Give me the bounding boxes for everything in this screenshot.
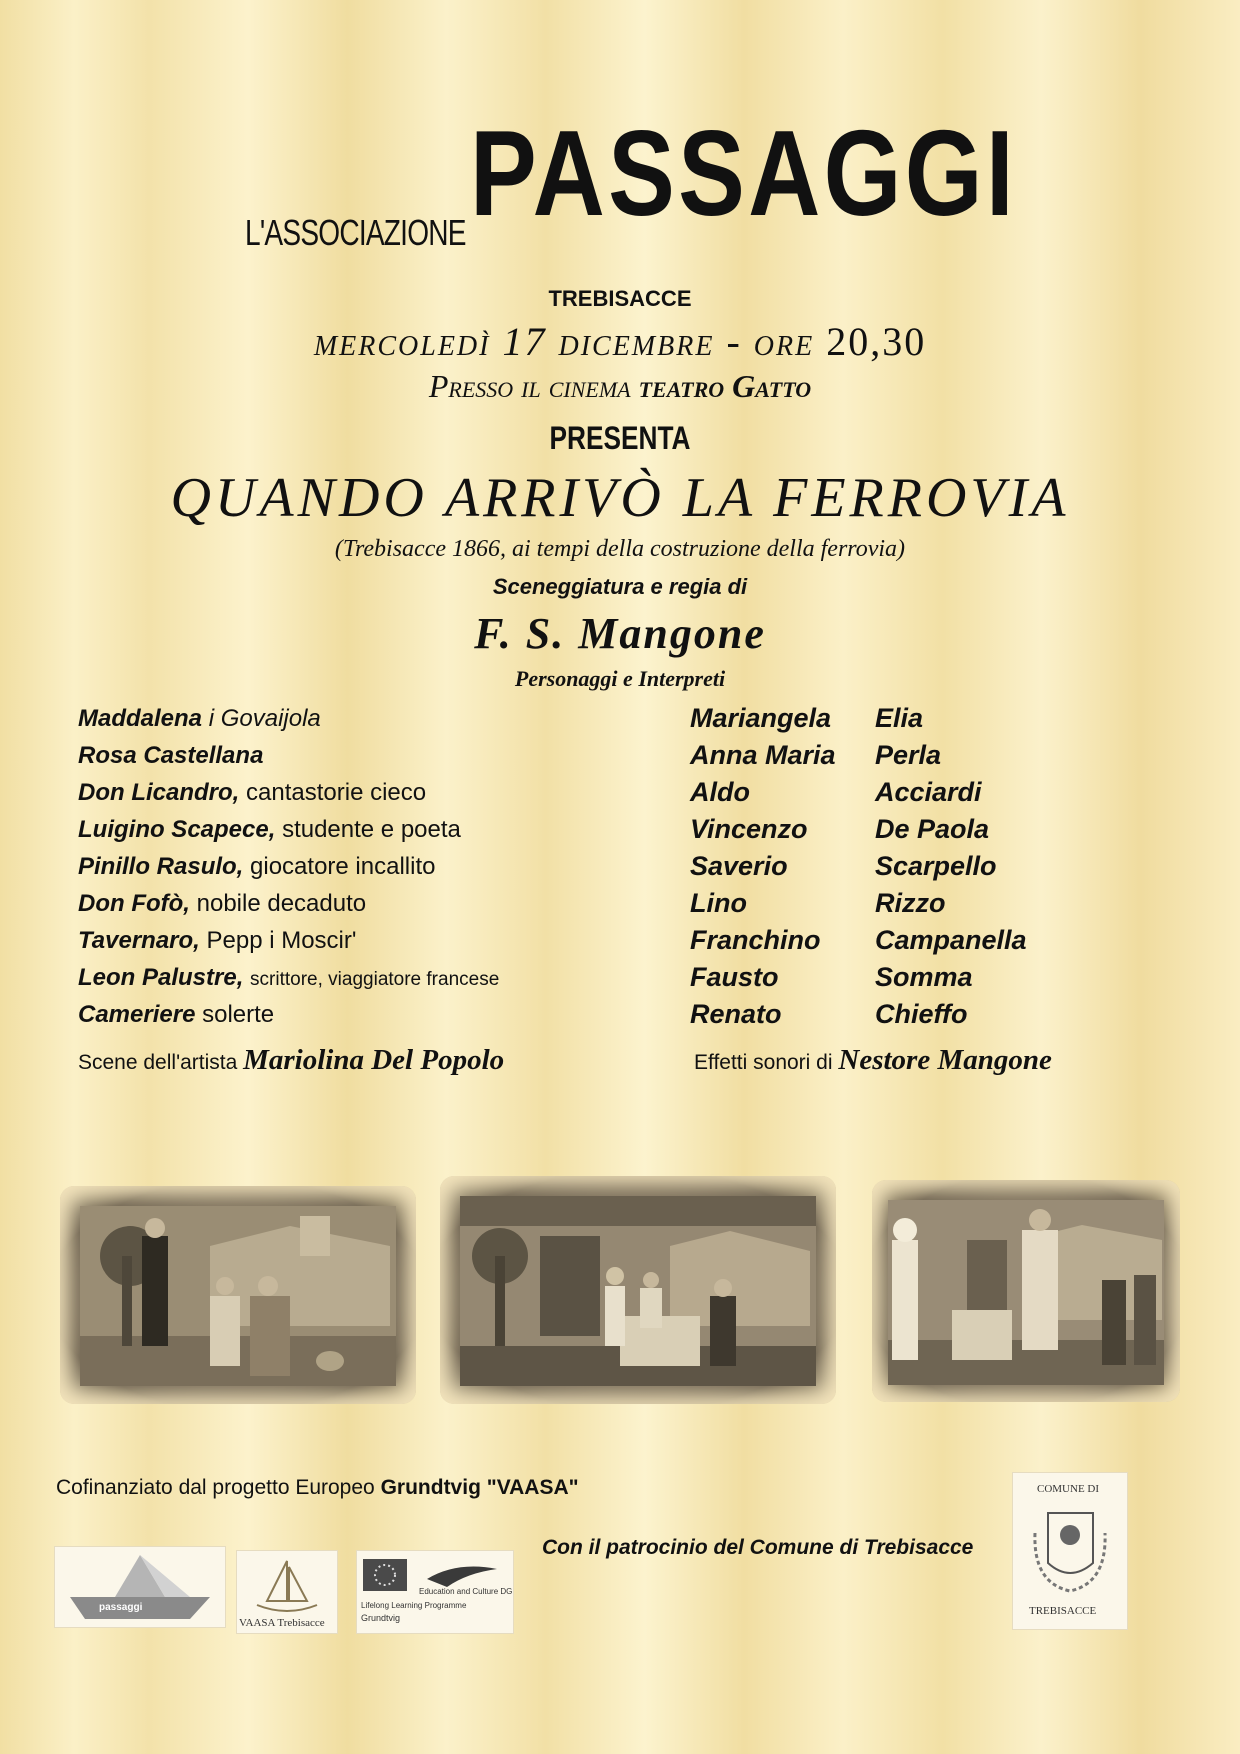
play-subtitle: (Trebisacce 1866, ai tempi della costruzione della ferrovia) [334,536,906,562]
stage-photo-1-image [60,1186,416,1404]
actor-row [690,740,1027,777]
time-label: - ore [726,319,815,364]
actor-last-name: Chieffo [875,999,968,1029]
stage-photo-1 [60,1186,416,1404]
actor-row [690,888,1027,925]
venue [0,368,1240,405]
eu-logo-line1: Education and Culture DG [419,1587,513,1596]
eu-logo-line2: Lifelong Learning Programme [361,1601,467,1610]
scene-credit [78,1044,504,1077]
month: dicembre [558,319,715,364]
sound-credit [694,1044,1052,1077]
character-desc: solerte [202,1001,275,1028]
stage-photo-3-image [872,1180,1180,1402]
actor-last-name: Perla [875,740,942,770]
character-desc: cantastorie cieco [246,779,427,806]
character-row [78,853,499,890]
scene-label: Scene dell'artista [78,1051,238,1074]
actor-first-name: Mariangela [690,703,832,733]
character-row [78,1001,499,1038]
eu-logo [356,1550,514,1634]
character-desc: Pepp i Moscir' [206,927,357,954]
actor-last-name: Somma [875,962,973,992]
character-name: Rosa Castellana [78,742,264,769]
cast-label: Personaggi e Interpreti [514,666,726,691]
actor-row [690,999,1027,1036]
paper-boat-icon [55,1547,225,1627]
character-row [78,890,499,927]
actor-row [690,814,1027,851]
stage-photo-2-image [440,1176,836,1404]
association-name: PASSAGGI [470,105,1017,241]
actor-last-name: Rizzo [875,888,946,918]
actor-last-name: Scarpello [875,851,997,881]
character-name: Pinillo Rasulo, [78,853,244,880]
character-desc: giocatore incallito [250,853,436,880]
weekday: mercoledì [313,319,491,364]
association-label: L'ASSOCIAZIONE [245,212,466,253]
character-row [78,705,499,742]
character-name: Luigino Scapece, [78,816,276,843]
passaggi-logo-text: passaggi [99,1602,143,1613]
actor-list [690,703,1027,1036]
character-name: Don Fofò, [78,890,190,917]
vaasa-logo-text: VAASA Trebisacce [239,1617,325,1629]
actor-first-name: Lino [690,888,747,918]
actor-first-name: Anna Maria [690,740,836,770]
direction-label: Sceneggiatura e regia di [492,574,748,599]
passaggi-logo [54,1546,226,1628]
character-name: Tavernaro, [78,927,200,954]
actor-first-name: Franchino [690,925,821,955]
actor-first-name: Renato [690,999,782,1029]
municipality-seal [1012,1472,1128,1630]
stage-photo-3 [872,1180,1180,1402]
day: 17 [502,319,547,364]
character-name: Leon Palustre, [78,964,244,991]
cofunding-text: Cofinanziato dal progetto Europeo [56,1476,375,1499]
eu-logo-line3: Grundtvig [361,1613,401,1623]
character-row [78,964,499,1001]
character-desc: studente e poeta [282,816,461,843]
character-name: Maddalena [78,705,203,732]
presents-label: PRESENTA [549,420,691,456]
venue-name: teatro Gatto [638,368,812,404]
actor-last-name: Acciardi [875,777,982,807]
seal-top-text: COMUNE DI [1037,1483,1100,1495]
stage-photo-2 [440,1176,836,1404]
actor-last-name: Elia [875,703,924,733]
character-row [78,779,499,816]
patronage-note: Con il patrocinio del Comune di Trebisacce [542,1536,974,1559]
character-name: Don Licandro, [78,779,240,806]
character-name: Cameriere [78,1001,196,1028]
author-name: F. S. Mangone [474,609,766,658]
actor-row [690,851,1027,888]
vaasa-logo [236,1550,338,1634]
city: TREBISACCE [548,286,692,311]
actor-first-name: Saverio [690,851,788,881]
character-row [78,927,499,964]
play-title: QUANDO ARRIVÒ LA FERROVIA [170,467,1070,529]
sound-artist: Nestore Mangone [838,1044,1052,1076]
actor-first-name: Fausto [690,962,779,992]
actor-row [690,925,1027,962]
scene-artist: Mariolina Del Popolo [243,1044,505,1076]
character-list [78,705,499,1038]
character-row [78,742,499,779]
sound-label: Effetti sonori di [694,1051,833,1074]
character-desc: i Govaijola [208,705,321,732]
character-desc: nobile decaduto [196,890,367,917]
actor-row [690,703,1027,740]
actor-first-name: Aldo [690,777,750,807]
actor-last-name: De Paola [875,814,990,844]
venue-prefix: Presso il cinema [428,368,631,404]
actor-row [690,777,1027,814]
program-name: Grundtvig "VAASA" [380,1476,579,1499]
event-date [0,318,1240,365]
actor-row [690,962,1027,999]
character-row [78,816,499,853]
time: 20,30 [826,319,927,364]
actor-first-name: Vincenzo [690,814,808,844]
actor-last-name: Campanella [875,925,1027,955]
cofunding-note [56,1476,579,1500]
seal-bottom-text: TREBISACCE [1029,1605,1097,1617]
character-desc: scrittore, viaggiatore francese [250,969,500,990]
